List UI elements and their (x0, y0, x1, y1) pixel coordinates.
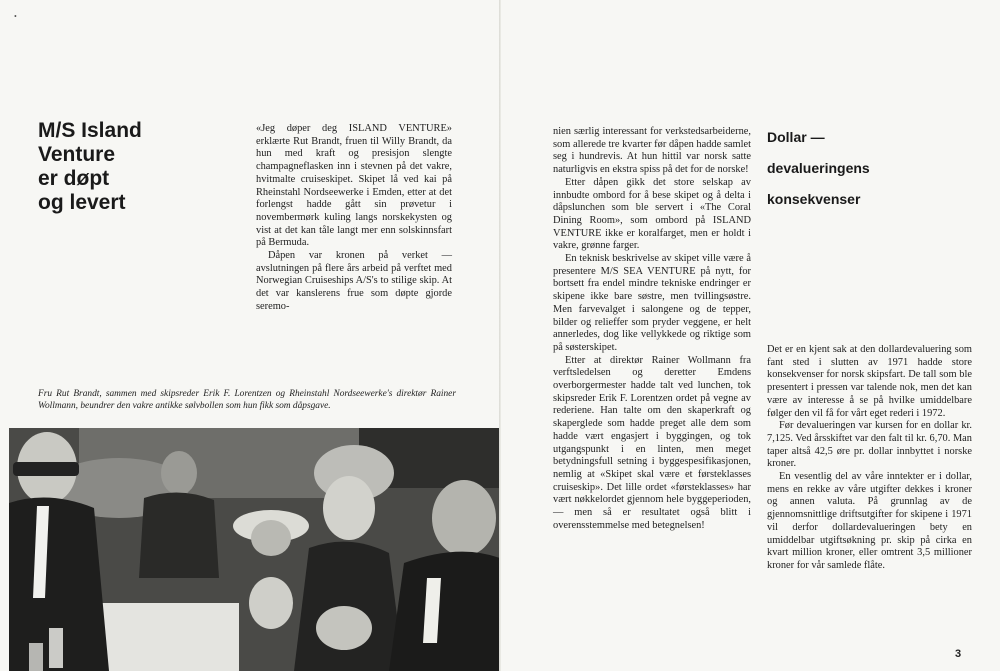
sidebar-headline (767, 122, 927, 215)
paragraph: Det er en kjent sak at den dollardevaluering som fant sted i slutten av 1971 hadde store konsekvenser for norsk skipsfart. De tall som ble presentert i pressen var talende nok, men det kan være av interesse å se på hvilke umiddelbare følger den vil få for vårt eget rederi i 1972. (767, 344, 972, 419)
page-number: 3 (955, 648, 962, 660)
article-column-1 (256, 123, 452, 314)
photo-caption: Fru Rut Brandt, sammen med skipsreder Erik F. Lorentzen og Rheinstahl Nordseewerke's direktør Rainer Wollmann, beundrer den vakre antikke sølvbollen som hun fikk som dåpsgave. (38, 389, 456, 411)
headline-line: devalueringens (767, 160, 870, 176)
headline-line: og levert (38, 191, 126, 214)
paragraph: Etter dåpen gikk det store selskap av innbudte ombord for å bese skipet og å delta i dåpslunchen som ble servert i «The Coral Dining Room», som ombord på ISLAND VENTURE ikke er koralfarget, men er holdt i vakre, grønne farger. (553, 176, 751, 252)
scan-dot: • (14, 12, 17, 21)
photo-illustration (9, 428, 500, 671)
paragraph: nien særlig interessant for verkstedsarbeiderne, som allerede tre kvarter før dåpen hadde samlet seg i hundrevis. At hun hittil var norsk satte naturligvis en ekstra spiss på det for de norske! (553, 126, 751, 176)
headline-line: er døpt (38, 167, 110, 190)
article-headline (38, 119, 188, 215)
headline-line: M/S Island (38, 119, 142, 142)
paragraph: Før devalueringen var kursen for en dollar kr. 7,125. Ved årsskiftet var den falt til kr. 6,70. Man taper altså 42,5 øre pr. dollar innbyttet i norske kroner. (767, 420, 972, 470)
headline-line: Dollar — (767, 129, 825, 145)
article-column-2 (553, 126, 751, 533)
headline-line: Venture (38, 143, 116, 166)
headline-line: konsekvenser (767, 191, 861, 207)
christening-photo (9, 428, 500, 671)
paragraph: Etter at direktør Rainer Wollmann fra verftsledelsen og deretter Emdens overborgermester hadde talt ved lunchen, tok skipsreder Erik F. Lorentzen ordet på vegne av rederiene. Han talte om den skaperkraft og skaperglede som hadde preget alle dem som hadde vært engasjert i byggingen, og tok utgangspunkt i en linten, men meget betydningsfull setning i byggespesifikasjonen, nemlig at «Skipet skal være et førsteklasses cruiseskip». Det lille ordet «førsteklasses» har vært nøkkelordet gjennom hele byggeperioden, — men så er resultatet også blitt i overensstemmelse med betegnelsen! (553, 354, 751, 531)
paragraph: En teknisk beskrivelse av skipet ville være å presentere M/S SEA VENTURE på nytt, for bortsett fra endel mindre tekniske endringer er skipene ikke bare søstre, men tvillingsøstre. Men farvevalget i salongene og de tepper, bilder og relieffer som pryder veggene, er helt annerledes, dog like vellykkede og riktige som på søsterskipet. (553, 253, 751, 353)
sidebar-article-column (767, 344, 972, 573)
paragraph: En vesentlig del av våre inntekter er i dollar, mens en rekke av våre utgifter dekkes i kroner og annen valuta. På grunnlag av de gjennomsnittlige driftsutgifter for skipene i 1971 vil derfor dollardevalueringen bety en umiddelbar utgiftsøkning pr. skip på cirka en kvart million kroner, eller omtrent 3,5 millioner kroner for vår samlede flåte. (767, 471, 972, 571)
paragraph: «Jeg døper deg ISLAND VENTURE» erklærte Rut Brandt, fruen til Willy Brandt, da hun med kraft og presisjon slengte champagneflasken inn i stevnen på det vakre, hvitmalte cruiseskipet. Skipet lå ved kai på Rheinstahl Nordseewerke i Emden, etter at det forlengst hadde gått sin prøvetur i novembermørk kuling langs norskekysten og vist at det kan tåle langt mer enn solskinnsfart på Bermuda. (256, 123, 452, 249)
paragraph: Dåpen var kronen på verket — avslutningen på flere års arbeid på verftet med Norwegian Cruiseships A/S's to stilige skip. At det var kanslerens frue som døpte gjorde seremo- (256, 250, 452, 312)
